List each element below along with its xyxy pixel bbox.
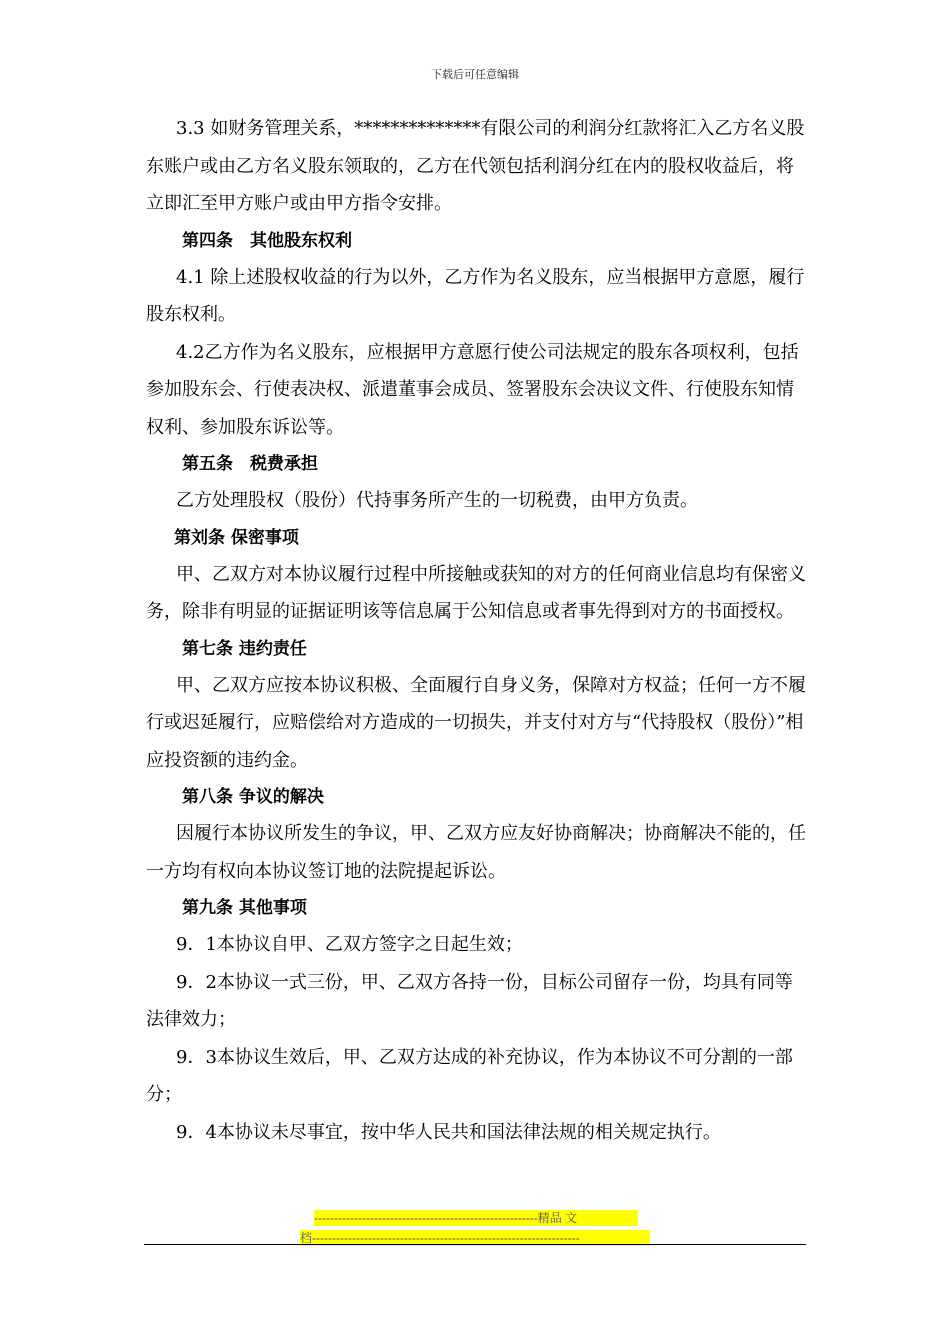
- article-8-heading: 第八条 争议的解决: [182, 787, 324, 807]
- clause-9-4: 9．4本协议未尽事宜，按中华人民共和国法律法规的相关规定执行。: [176, 1121, 721, 1143]
- clause-9-2: 9．2本协议一式三份，甲、乙双方各持一份，目标公司留存一份，均具有同等法律效力；: [146, 971, 793, 1030]
- article-7-heading: 第七条 违约责任: [182, 638, 307, 659]
- clause-9-3: 9．3本协议生效后，甲、乙双方达成的补充协议，作为本协议不可分割的一部分；: [146, 1046, 793, 1105]
- article-8-text: 因履行本协议所发生的争议，甲、乙双方应友好协商解决；协商解决不能的，任一方均有权向本协议签订地的法院提起诉讼。: [146, 823, 806, 882]
- bottom-rule: [144, 1244, 806, 1245]
- article-5-heading: 第五条 税费承担: [182, 454, 318, 474]
- clause-9-1: 9．1本协议自甲、乙双方签字之日起生效；: [176, 934, 523, 955]
- clause-4-2: 4.2乙方作为名义股东，应根据甲方意愿行使公司法规定的股东各项权利，包括参加股东会、行使表决权、派遣董事会成员、签署股东会决议文件、行使股东知情权利、参加股东诉讼等。: [146, 341, 799, 438]
- article-9-heading: 第九条 其他事项: [182, 898, 307, 918]
- article-7-text: 甲、乙双方应按本协议积极、全面履行自身义务，保障对方权益；任何一方不履行或迟延履行，应赔偿给对方造成的一切损失，并支付对方与“代持股权（股份）”相应投资额的违约金。: [146, 674, 806, 771]
- article-5-text: 乙方处理股权（股份）代持事务所产生的一切税费，由甲方负责。: [176, 490, 698, 511]
- article-4-heading: 第四条 其他股东权利: [182, 230, 352, 251]
- footer-line-2: 档-------------------------------------------------------------------: [300, 1230, 650, 1246]
- article-6-text: 甲、乙双方对本协议履行过程中所接触或获知的对方的任何商业信息均有保密义务，除非有明显的证据证明该等信息属于公知信息或者事先得到对方的书面授权。: [146, 563, 806, 622]
- clause-4-1: 4.1 除上述股权收益的行为以外，乙方作为名义股东，应当根据甲方意愿，履行股东权利。: [146, 266, 805, 325]
- clause-3-3: 3.3 如财务管理关系，**************有限公司的利润分红款将汇入乙方名义股东账户或由乙方名义股东领取的，乙方在代领包括利润分红在内的股权收益后，将立即汇至甲方账户或由甲方指令安排。: [146, 118, 805, 214]
- header-note: 下载后可任意编辑: [431, 68, 519, 81]
- article-6-heading: 第刘条 保密事项: [174, 527, 299, 548]
- document-body: [146, 110, 806, 1151]
- footer-line-1: --------------------------------------------------------精品 文: [314, 1210, 638, 1226]
